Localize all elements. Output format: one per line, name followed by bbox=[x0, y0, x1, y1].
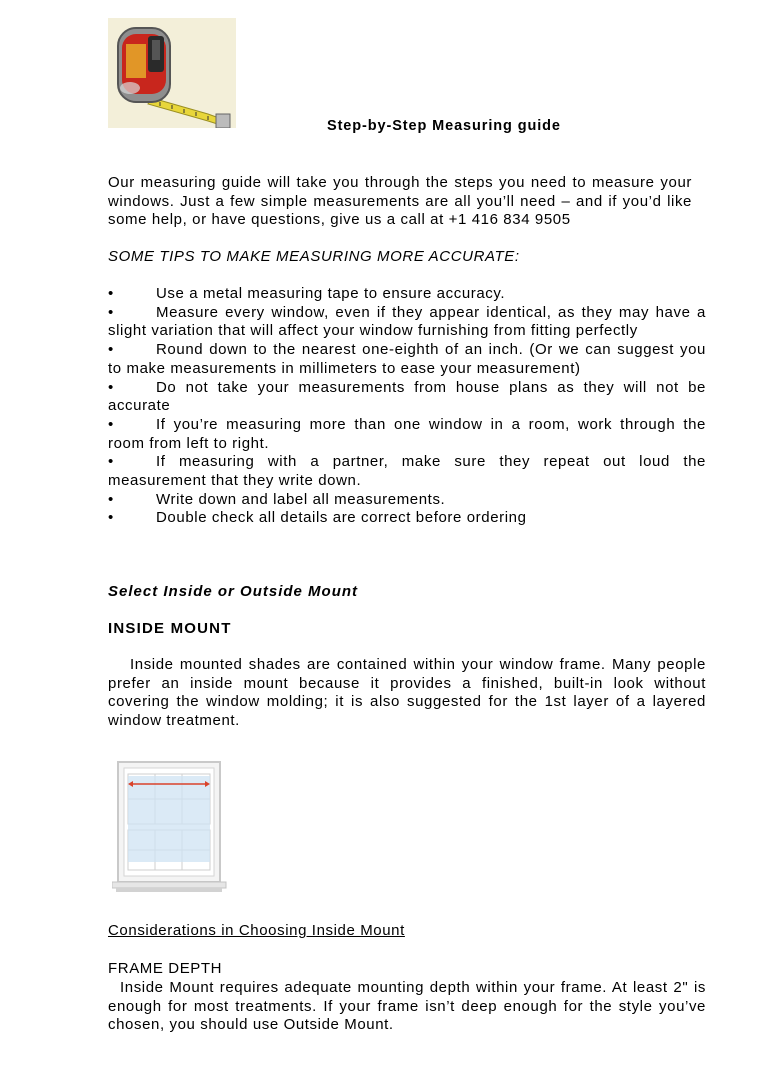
list-item: • Round down to the nearest one-eighth of an inch. (Or we can suggest you to make measurements in millimeters to ease your measurement) bbox=[108, 341, 706, 377]
bullet-icon: • bbox=[108, 285, 114, 302]
page-title: Step-by-Step Measuring guide bbox=[327, 118, 561, 134]
bullet-icon: • bbox=[108, 378, 114, 396]
list-item: • Use a metal measuring tape to ensure accuracy. bbox=[108, 285, 506, 302]
tips-heading: SOME TIPS TO MAKE MEASURING MORE ACCURATE: bbox=[108, 248, 520, 265]
bullet-icon: • bbox=[108, 490, 114, 508]
measuring-tape-image bbox=[108, 18, 236, 128]
list-item: • If measuring with a partner, make sure they repeat out loud the measurement that they write down. bbox=[108, 453, 706, 490]
list-item: • Do not take your measurements from house plans as they will not be accurate bbox=[108, 378, 706, 415]
tips-list bbox=[108, 285, 706, 528]
list-item: • If you’re measuring more than one window in a room, work through the room from left to right. bbox=[108, 415, 706, 452]
bullet-icon: • bbox=[108, 453, 114, 471]
select-mount-heading: Select Inside or Outside Mount bbox=[108, 583, 359, 600]
measuring-tape-icon bbox=[108, 18, 236, 128]
frame-depth-paragraph: Inside Mount requires adequate mounting depth within your frame. At least 2" is enough for most treatments. If your frame isn’t deep enough for the style you’ve chosen, you should use Outside Mount. bbox=[108, 979, 706, 1034]
list-item: • Measure every window, even if they appear identical, as they may have a slight variation that will affect your window furnishing from fitting perfectly bbox=[108, 303, 706, 340]
bullet-icon: • bbox=[108, 509, 114, 527]
inside-mount-heading: INSIDE MOUNT bbox=[108, 620, 232, 637]
inside-mount-window-illustration bbox=[112, 760, 228, 896]
considerations-heading: Considerations in Choosing Inside Mount bbox=[108, 922, 405, 939]
list-item: • Write down and label all measurements. bbox=[108, 490, 446, 508]
bullet-icon: • bbox=[108, 303, 114, 321]
frame-depth-heading: FRAME DEPTH bbox=[108, 960, 223, 977]
bullet-icon: • bbox=[108, 415, 114, 433]
intro-paragraph: Our measuring guide will take you through the steps you need to measure your windows. Just a few simple measurements are all you’ll need – and if you’d like some help, or have questions, give us a call at +1 416 834 9505 bbox=[108, 174, 692, 229]
window-icon bbox=[112, 760, 228, 896]
list-item: • Double check all details are correct before ordering bbox=[108, 509, 527, 527]
bullet-icon: • bbox=[108, 341, 114, 359]
inside-mount-paragraph: Inside mounted shades are contained within your window frame. Many people prefer an inside mount because it provides a finished, built-in look without covering the window molding; it is also suggested for the 1st layer of a layered window treatment. bbox=[108, 656, 706, 730]
